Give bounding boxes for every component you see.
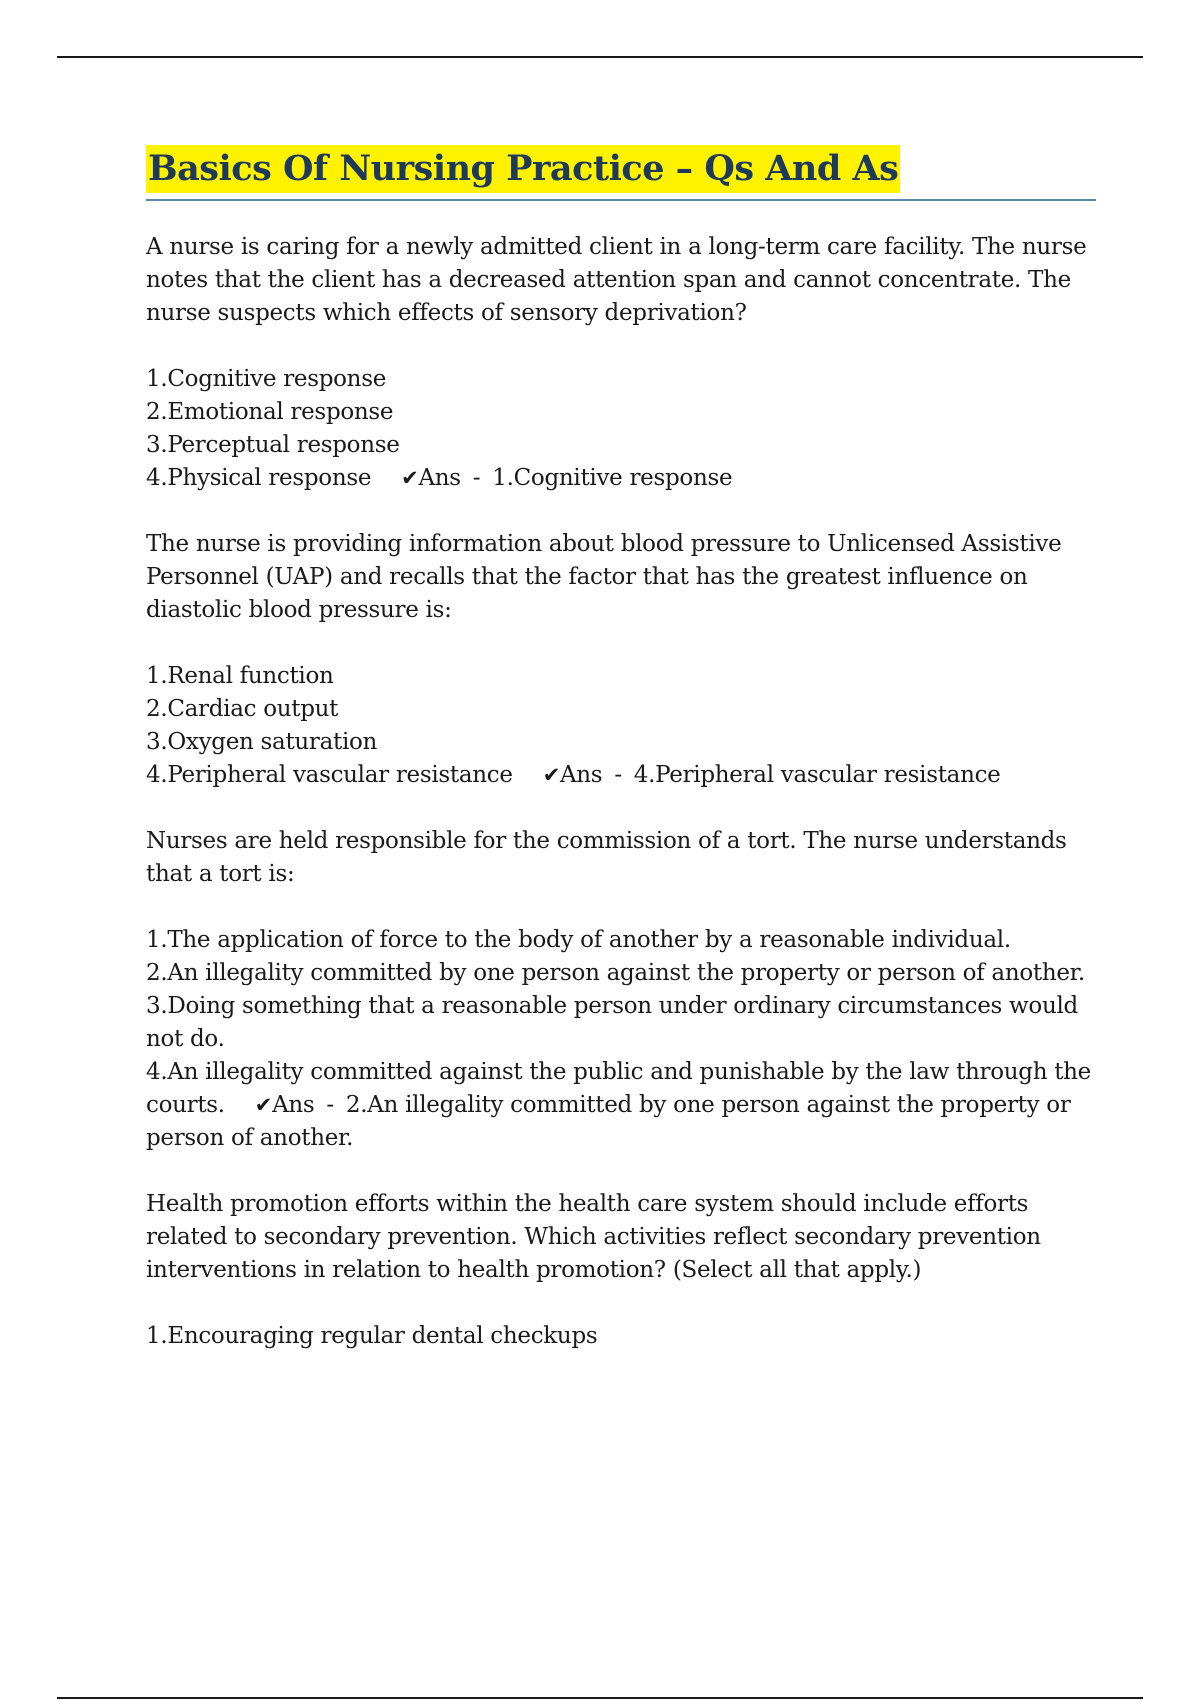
option-item: 3.Oxygen saturation: [146, 729, 378, 755]
question-stem: Nurses are held responsible for the commission of a tort. The nurse understands that a tort is:: [146, 828, 1067, 887]
option-item: 3.Perceptual response: [146, 432, 400, 458]
option-item-with-answer: [146, 462, 1096, 495]
option-item: 2.An illegality committed by one person against the property or person of another.: [146, 960, 1085, 986]
option-item: 1.The application of force to the body of another by a reasonable individual.: [146, 927, 1011, 953]
option-item: 1.Renal function: [146, 663, 334, 689]
header-rule: [57, 56, 1143, 58]
answer-label: Ans: [559, 762, 603, 788]
checkmark-icon: ✔: [401, 466, 419, 490]
option-item-with-answer: [146, 759, 1096, 792]
option-item: 3.Doing something that a reasonable person under ordinary circumstances would not do.: [146, 993, 1078, 1052]
answer-separator: -: [326, 1092, 334, 1118]
page-title: Basics Of Nursing Practice – Qs And As: [146, 145, 900, 193]
answer-marker: [146, 1092, 1071, 1151]
answer-separator: -: [472, 465, 481, 491]
answer-marker: [401, 465, 732, 491]
document-body: [146, 145, 1096, 1386]
answer-label: Ans: [272, 1092, 315, 1118]
checkmark-icon: ✔: [542, 763, 560, 787]
option-item: 2.Emotional response: [146, 399, 394, 425]
question-stem: Health promotion efforts within the health care system should include efforts related to secondary prevention. Which activities reflect secondary prevention interventions in relation to health promotion? (Select all that apply.): [146, 1191, 1041, 1283]
answer-text: 1.Cognitive response: [492, 465, 733, 491]
footer-rule: [57, 1697, 1143, 1699]
option-item: 2.Cardiac output: [146, 696, 339, 722]
answer-text: 2.An illegality committed by one person against the property or person of another.: [146, 1092, 1071, 1151]
answer-separator: -: [614, 762, 622, 788]
question-stem: A nurse is caring for a newly admitted client in a long-term care facility. The nurse notes that the client has a decreased attention span and cannot concentrate. The nurse suspects which effects of sensory deprivation?: [146, 234, 1087, 326]
option-list: [146, 660, 1096, 792]
option-list: [146, 363, 1096, 495]
checkmark-icon: ✔: [254, 1093, 273, 1117]
question-stem: The nurse is providing information about blood pressure to Unlicensed Assistive Personnel (UAP) and recalls that the factor that has the greatest influence on diastolic blood pressure is:: [146, 531, 1062, 623]
title-block: [146, 145, 1096, 201]
option-text: 4.Peripheral vascular resistance: [146, 762, 513, 788]
option-item-with-answer: [146, 1056, 1096, 1155]
option-item: 1.Cognitive response: [146, 366, 387, 392]
answer-label: Ans: [418, 465, 461, 491]
option-text: 4.An illegality committed against the public and punishable by the law through the courts.: [146, 1059, 1091, 1118]
answer-text: 4.Peripheral vascular resistance: [633, 762, 1001, 788]
option-list: [146, 1320, 1096, 1353]
answer-marker: [543, 762, 1001, 788]
option-list: [146, 924, 1096, 1155]
option-text: 4.Physical response: [146, 465, 372, 491]
option-item: 1.Encouraging regular dental checkups: [146, 1323, 598, 1349]
